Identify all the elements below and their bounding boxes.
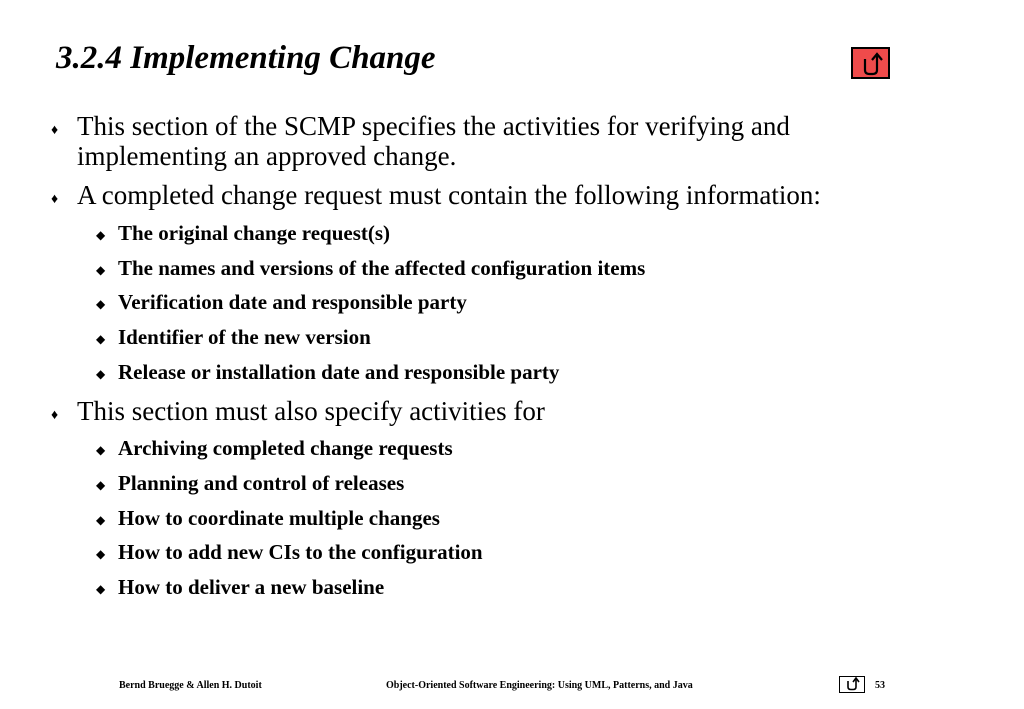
sub-bullet-marker: ◆ (96, 263, 106, 277)
sub-bullet-marker: ◆ (96, 582, 106, 596)
sub-bullet-text: How to coordinate multiple changes (118, 506, 440, 530)
sub-bullet-text: The original change request(s) (118, 221, 391, 245)
sub-bullet-marker: ◆ (96, 332, 106, 346)
bullet-marker: ♦ (51, 192, 59, 207)
u-turn-arrow-icon (859, 51, 883, 77)
sub-bullet-marker: ◆ (96, 443, 106, 457)
footer-book-title: Object-Oriented Software Engineering: Using UML, Patterns, and Java (386, 680, 693, 691)
sub-bullet-marker: ◆ (96, 297, 106, 311)
sub-bullet-marker: ◆ (96, 513, 106, 527)
return-nav-button[interactable] (851, 47, 890, 79)
bullet-text: A completed change request must contain the following information: (77, 180, 821, 210)
bullet-text: This section must also specify activities for (77, 396, 545, 426)
sub-bullet-text: Identifier of the new version (118, 325, 371, 349)
bullet-text: This section of the SCMP specifies the activities for verifying and (77, 111, 790, 141)
sub-bullet-marker: ◆ (96, 367, 106, 381)
u-turn-arrow-icon (844, 677, 860, 691)
footer-return-button[interactable] (839, 676, 865, 693)
slide-title: 3.2.4 Implementing Change (56, 40, 436, 76)
sub-bullet-text: Archiving completed change requests (118, 436, 453, 460)
sub-bullet-text: How to add new CIs to the configuration (118, 540, 483, 564)
sub-bullet-marker: ◆ (96, 547, 106, 561)
page-number: 53 (875, 680, 885, 691)
bullet-text-continuation: implementing an approved change. (77, 141, 457, 171)
sub-bullet-text: The names and versions of the affected configuration items (118, 256, 646, 280)
bullet-marker: ♦ (51, 123, 59, 138)
footer-authors: Bernd Bruegge & Allen H. Dutoit (119, 680, 262, 691)
bullet-marker: ♦ (51, 408, 59, 423)
sub-bullet-marker: ◆ (96, 228, 106, 242)
sub-bullet-marker: ◆ (96, 478, 106, 492)
sub-bullet-text: Verification date and responsible party (118, 290, 467, 314)
sub-bullet-text: Release or installation date and responsible party (118, 360, 560, 384)
sub-bullet-text: How to deliver a new baseline (118, 575, 385, 599)
sub-bullet-text: Planning and control of releases (118, 471, 405, 495)
